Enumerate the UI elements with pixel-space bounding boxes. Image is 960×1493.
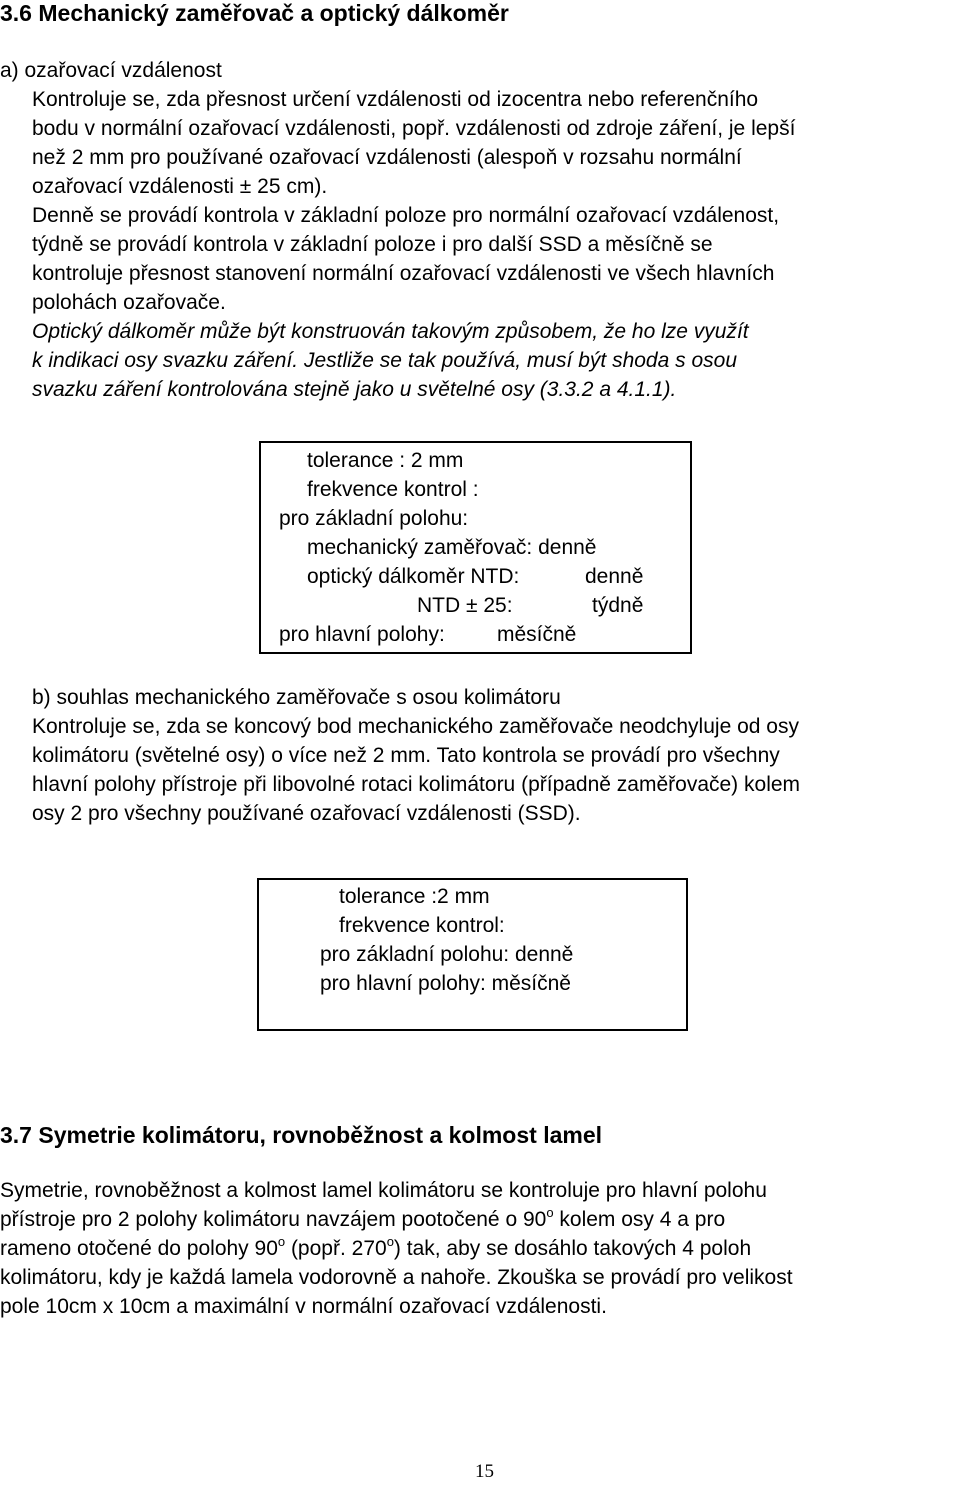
part-b-line: Kontroluje se, zda se koncový bod mechanického zaměřovače neodchyluje od osy	[32, 715, 799, 738]
box-a-mechanical: mechanický zaměřovač: denně	[307, 536, 597, 559]
section-3-7-line: rameno otočené do polohy 90$^o$ (popř. 270$^o$) tak, aby se dosáhlo takových 4 poloh	[0, 1234, 752, 1260]
part-b-line: kolimátoru (světelné osy) o více než 2 mm. Tato kontrola se provádí pro všechny	[32, 744, 780, 767]
degree-mark: o	[386, 1234, 394, 1249]
box-a-main-positions: pro hlavní polohy:	[279, 623, 445, 646]
box-a-ntd-value: týdně	[592, 594, 644, 617]
part-a-title: a) ozařovací vzdálenost	[0, 59, 222, 82]
part-a-italic-line: k indikaci osy svazku záření. Jestliže se tak používá, musí být shoda s osou	[32, 349, 737, 372]
part-a-line: kontroluje přesnost stanovení normální ozařovací vzdálenosti ve všech hlavních	[32, 262, 775, 285]
part-b-line: osy 2 pro všechny používané ozařovací vzdálenosti (SSD).	[32, 802, 581, 825]
box-b-basic-position: pro základní polohu: denně	[320, 943, 574, 966]
box-b-tolerance: tolerance :2 mm	[339, 885, 490, 908]
section-3-7-line: Symetrie, rovnoběžnost a kolmost lamel kolimátoru se kontroluje pro hlavní polohu	[0, 1179, 767, 1202]
part-a-italic-line: svazku záření kontrolována stejně jako u světelné osy (3.3.2 a 4.1.1).	[32, 378, 677, 401]
degree-mark: o	[277, 1234, 286, 1249]
box-a-optical-value: denně	[585, 565, 644, 588]
box-a-optical-label: optický dálkoměr NTD:	[307, 565, 520, 588]
part-a-line: než 2 mm pro používané ozařovací vzdálenosti (alespoň v rozsahu normální	[32, 146, 742, 169]
section-3-6-heading: 3.6 Mechanický zaměřovač a optický dálkoměr	[0, 0, 509, 26]
part-a-line: ozařovací vzdálenosti ± 25 cm).	[32, 175, 328, 198]
part-a-line: Kontroluje se, zda přesnost určení vzdálenosti od izocentra nebo referenčního	[32, 88, 759, 111]
part-a-line: týdně se provádí kontrola v základní poloze i pro další SSD a měsíčně se	[32, 233, 713, 256]
box-a-tolerance: tolerance : 2 mm	[307, 449, 464, 472]
section-3-7-line: přístroje pro 2 polohy kolimátoru navzájem pootočené o 90$^o$ kolem osy 4 a pro	[0, 1205, 726, 1231]
box-a-ntd-label: NTD ± 25:	[417, 594, 513, 617]
part-a-line: Denně se provádí kontrola v základní poloze pro normální ozařovací vzdálenost,	[32, 204, 780, 227]
box-a-main-positions-value: měsíčně	[497, 623, 577, 646]
page-number: 15	[475, 1461, 494, 1482]
box-b-frequency: frekvence kontrol:	[339, 914, 505, 937]
part-a-line: polohách ozařovače.	[32, 291, 226, 314]
part-b-line: hlavní polohy přístroje při libovolné rotaci kolimátoru (případně zaměřovače) kolem	[32, 773, 801, 796]
section-3-7-heading: 3.7 Symetrie kolimátoru, rovnoběžnost a kolmost lamel	[0, 1122, 603, 1148]
part-a-italic-line: Optický dálkoměr může být konstruován takovým způsobem, že ho lze využít	[32, 320, 749, 343]
section-3-7-line: kolimátoru, kdy je každá lamela vodorovně a nahoře. Zkouška se provádí pro velikost	[0, 1266, 793, 1289]
box-a-basic-position: pro základní polohu:	[279, 507, 469, 530]
part-b-title: b) souhlas mechanického zaměřovače s osou kolimátoru	[32, 686, 561, 709]
box-b-main-positions: pro hlavní polohy: měsíčně	[320, 972, 571, 995]
degree-mark: o	[546, 1205, 554, 1220]
box-a-frequency: frekvence kontrol :	[307, 478, 479, 501]
section-3-7-line: pole 10cm x 10cm a maximální v normální ozařovací vzdálenosti.	[0, 1295, 607, 1318]
part-a-line: bodu v normální ozařovací vzdálenosti, popř. vzdálenosti od zdroje záření, je lepší	[32, 117, 796, 140]
